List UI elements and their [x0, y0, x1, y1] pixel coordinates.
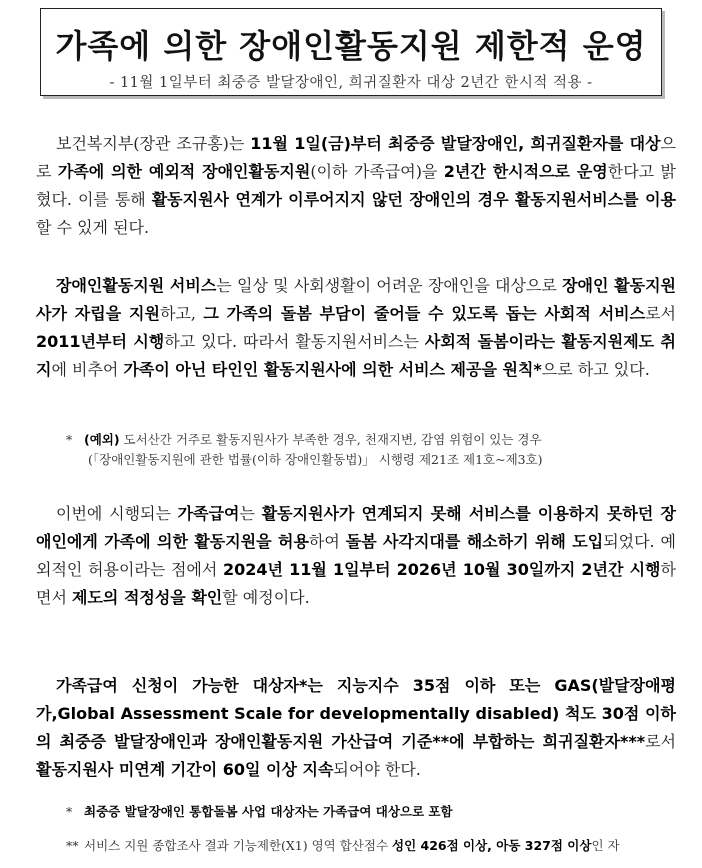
emphasis-text: 제도의 적정성을 확인 — [72, 588, 223, 607]
footnote-tail: 인 자 — [591, 838, 620, 853]
footnote-mark: * — [66, 432, 73, 447]
footnote-mark: * — [66, 804, 73, 819]
emphasis-text: 가족이 아닌 타인인 활동지원사에 의한 서비스 제공을 원칙* — [123, 360, 542, 379]
footnote-mark: ** — [66, 838, 79, 853]
body-text: 으로 — [36, 134, 676, 181]
footnote-text: 서비스 지원 종합조사 결과 기능제한(X1) 영역 합산점수 — [84, 838, 392, 853]
paragraph-3 — [36, 500, 676, 612]
body-text: 으로 하고 있다. — [541, 360, 650, 379]
title-box — [40, 8, 662, 96]
footnote-bold-score: 성인 426점 이상, 아동 327점 이상 — [392, 838, 592, 853]
body-text: (이하 가족급여)을 — [310, 162, 444, 181]
body-text: 보건복지부(장관 조규홍)는 — [56, 134, 251, 153]
body-text: 하고, — [159, 304, 204, 323]
emphasis-text: 가족급여 신청이 가능한 대상자* — [56, 676, 308, 695]
emphasis-text: 가족급여 — [177, 504, 240, 523]
emphasis-text: 장애인 활동지원사가 자립을 지원 — [36, 276, 676, 323]
body-text: 할 예정이다. — [222, 588, 310, 607]
emphasis-text: 장애인활동지원 서비스 — [56, 276, 217, 295]
body-text: 로서 — [645, 732, 676, 751]
emphasis-text: 사회적 돌봄이라는 활동지원제도 취지 — [36, 332, 676, 379]
emphasis-text: 11월 1일(금)부터 최중증 발달장애인, 희귀질환자를 대상 — [250, 134, 661, 153]
footnote-integrated-care — [66, 802, 684, 822]
body-text: 하면서 — [36, 560, 676, 607]
body-text: 되었다. 예외적인 허용이라는 점에서 — [36, 532, 677, 579]
paragraph-1 — [36, 130, 676, 242]
emphasis-text: 2년간 한시적으로 운영 — [443, 162, 608, 181]
emphasis-text: 활동지원사 미연계 기간이 60일 이상 지속 — [36, 760, 334, 779]
page-title: 가족에 의한 장애인활동지원 제한적 운영 — [55, 27, 647, 65]
emphasis-text: 2024년 11월 1일부터 2026년 10월 30일까지 2년간 시행 — [223, 560, 661, 579]
paragraph-4 — [36, 672, 676, 784]
body-text: 한다고 밝혔다. 이를 통해 — [36, 162, 676, 209]
body-text: 하고 있다. 따라서 활동지원서비스는 — [164, 332, 425, 351]
body-text: 는 일상 및 사회생활이 어려운 장애인을 대상으로 — [216, 276, 563, 295]
emphasis-text: 2011년부터 시행 — [36, 332, 165, 351]
body-text: 되어야 한다. — [333, 760, 421, 779]
body-text: 로서 — [645, 304, 676, 323]
body-text: 하여 — [308, 532, 346, 551]
footnote-label: (예외) — [84, 432, 120, 447]
footnote-text: 최중증 발달장애인 통합돌봄 사업 대상자는 가족급여 대상으로 포함 — [84, 804, 453, 819]
paragraph-2 — [36, 272, 676, 384]
emphasis-text: 활동지원사가 연계되지 못해 서비스를 이용하지 못하던 장애인에게 가족에 의한 활동지원을 허용 — [36, 504, 676, 551]
footnote-text: 도서산간 거주로 활동지원사가 부족한 경우, 천재지변, 감염 위험이 있는 경우 — [119, 432, 542, 447]
page-subtitle: - 11월 1일부터 최중증 발달장애인, 희귀질환자 대상 2년간 한시적 적용 - — [109, 75, 593, 91]
body-text: 이번에 시행되는 — [56, 504, 178, 523]
emphasis-text: 가족에 의한 예외적 장애인활동지원 — [57, 162, 311, 181]
emphasis-text: 는 지능지수 35점 이하 또는 GAS(발달장애평가,Global Assessment Scale for developmentally disabled) 척도 30점 이하의 최중증 발달장애인과 장애인활동지원 가산급여 기준**에 부합하는 희귀질환자*** — [36, 676, 676, 751]
emphasis-text: 활동지원사 연계가 이루어지지 않던 장애인의 경우 활동지원서비스를 이용 — [151, 190, 676, 209]
body-text: 할 수 있게 된다. — [36, 218, 150, 237]
emphasis-text: 그 가족의 돌봄 부담이 줄어들 수 있도록 돕는 사회적 서비스 — [203, 304, 646, 323]
body-text: 에 비추어 — [51, 360, 124, 379]
emphasis-text: 돌봄 사각지대를 해소하기 위해 도입 — [345, 532, 604, 551]
footnote-score-criteria — [66, 836, 684, 856]
footnote-continuation: (「장애인활동지원에 관한 법률(이하 장애인활동법)」 시행령 제21조 제1호~제3호) — [88, 452, 543, 467]
footnote-exception — [66, 430, 684, 470]
body-text: 는 — [239, 504, 262, 523]
